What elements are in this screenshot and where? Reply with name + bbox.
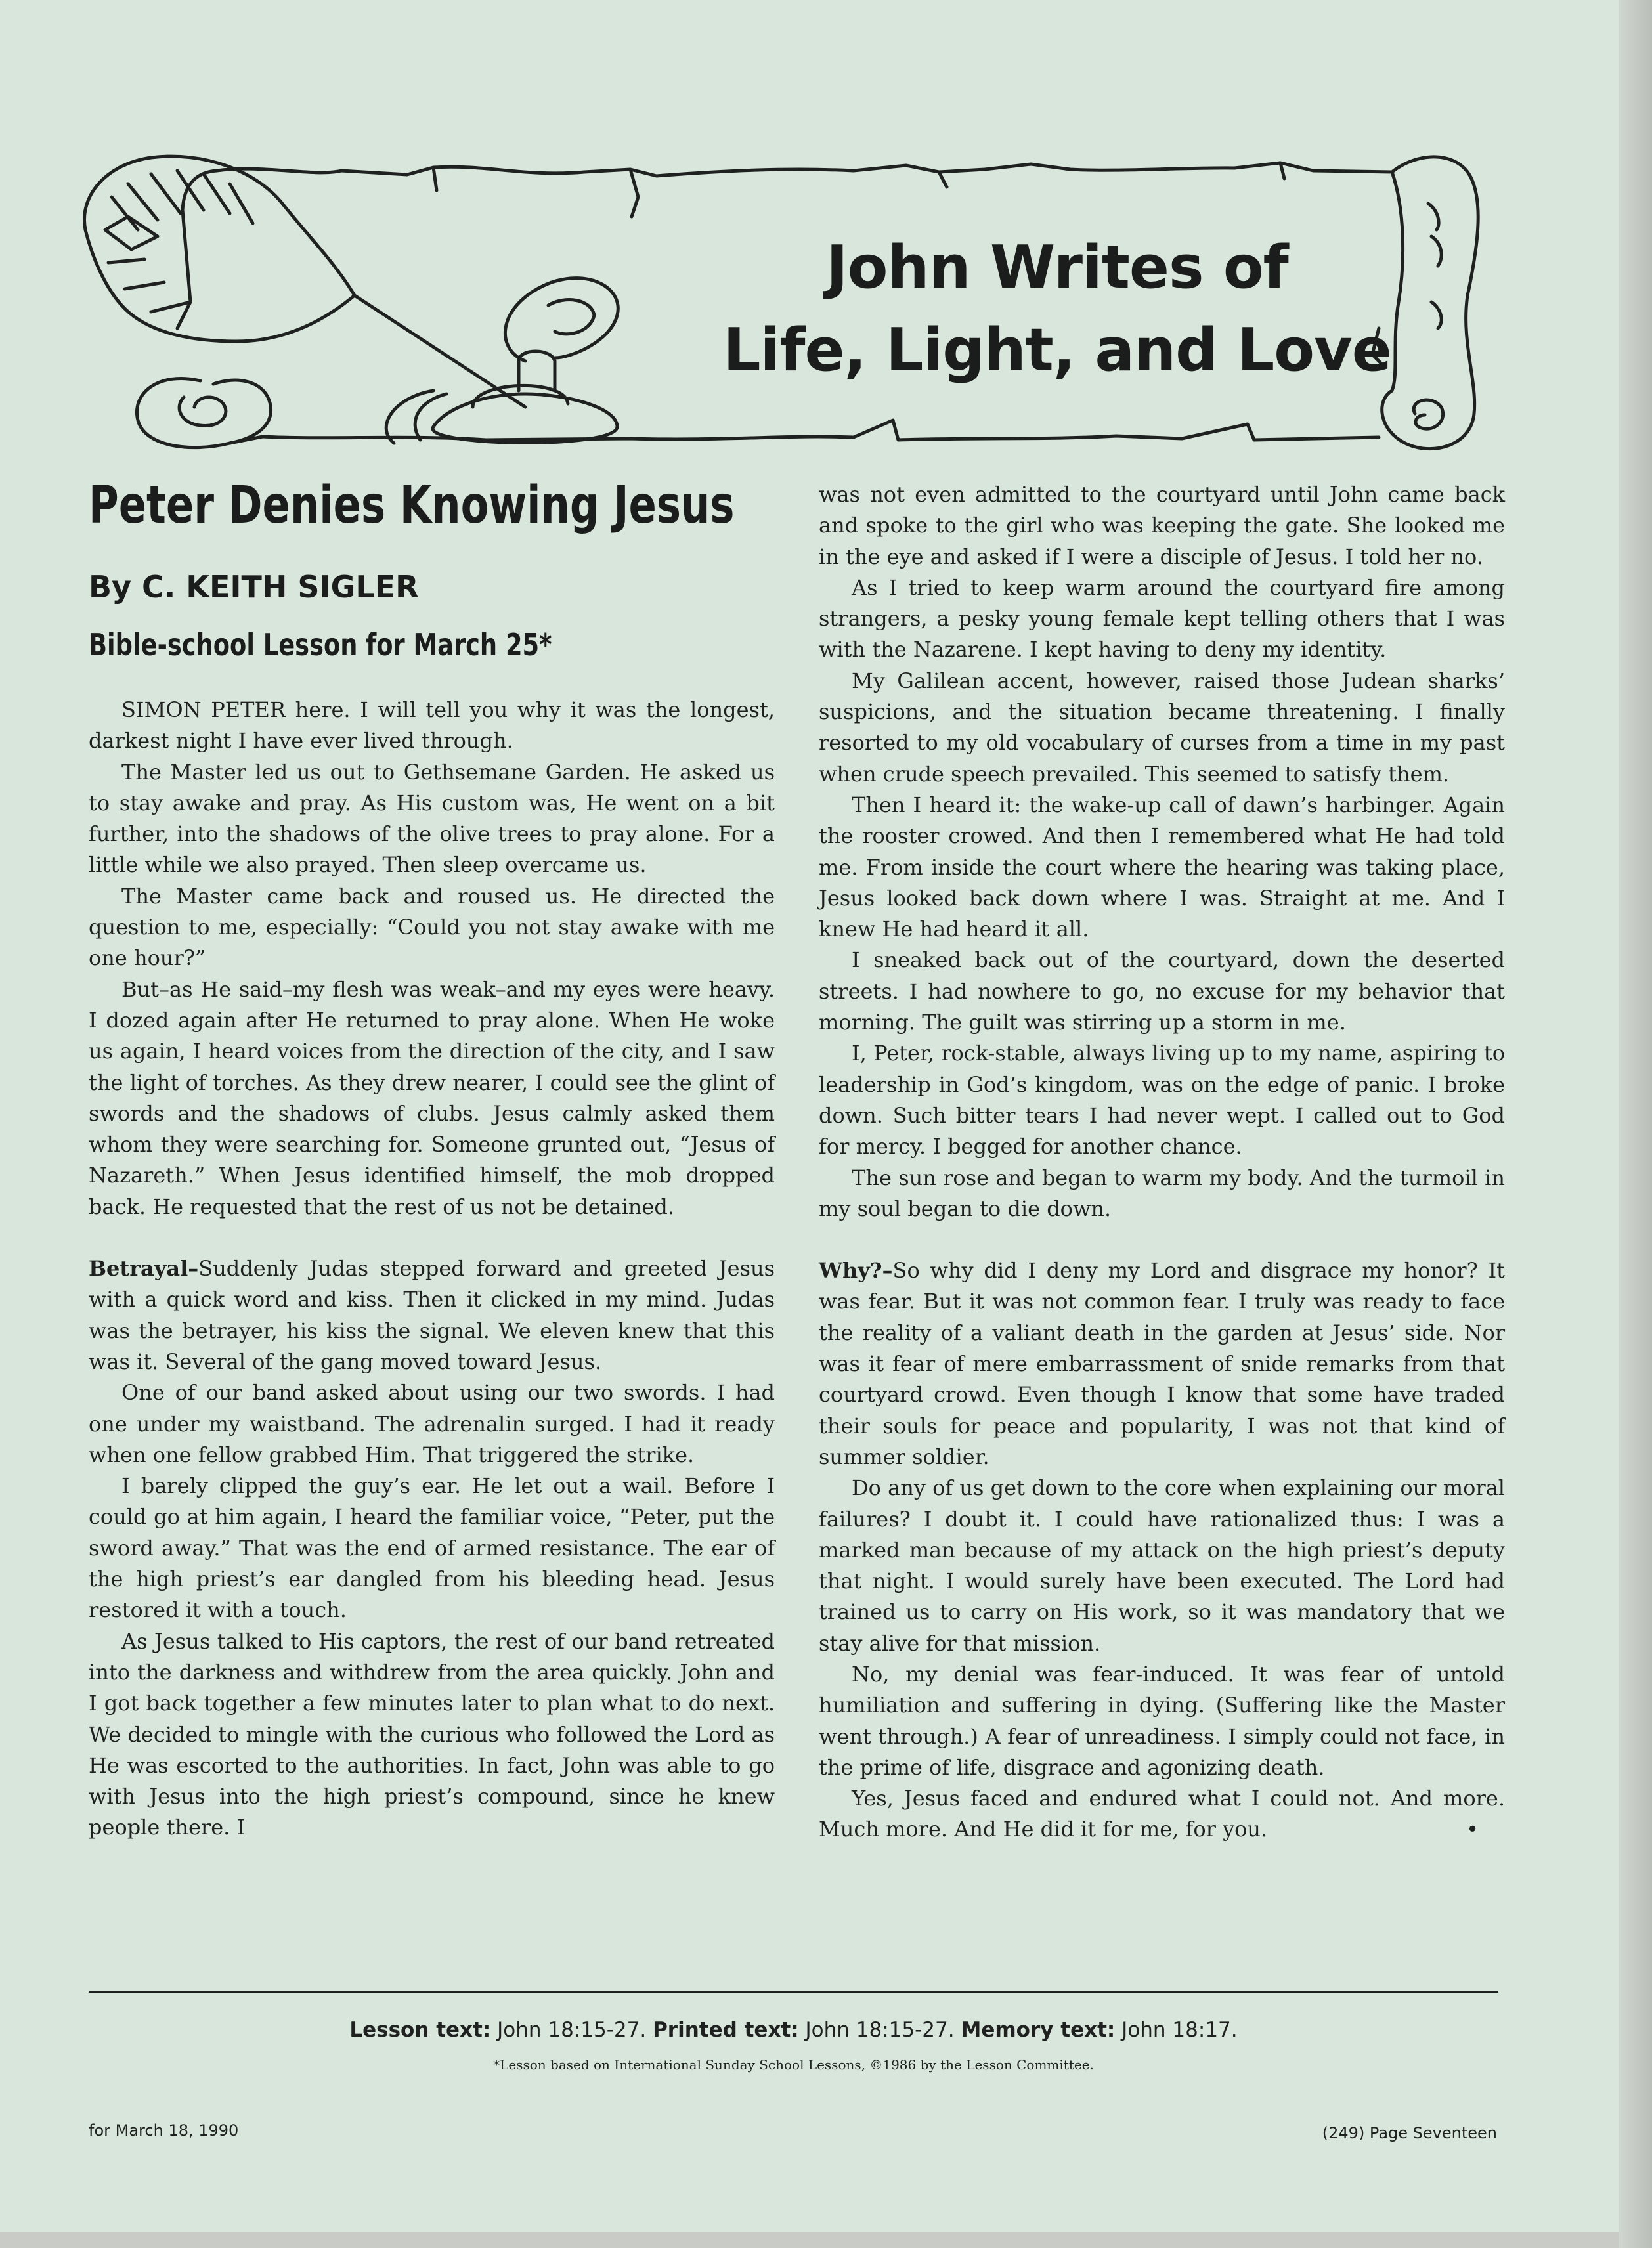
memory-text-label: Memory text:	[961, 2018, 1116, 2042]
printed-text-label: Printed text:	[653, 2018, 799, 2042]
paragraph: was not even admitted to the courtyard until John came back and spoke to the girl who was keeping the gate. She looked me in the eye and asked if I were a disciple of Jesus. I told her no.	[819, 482, 1505, 569]
paragraph-text: So why did I deny my Lord and disgrace my honor? It was fear. But it was not common fear. I truly was ready to face the reality of a valiant death in the garden at Jesus’ side. Nor was it fear of mere embarrassment of snide remarks from that courtyard crowd. Even though I know that some have traded their souls for peace and popularity, I was not that kind of summer soldier.	[819, 1258, 1505, 1469]
paragraph: I sneaked back out of the courtyard, down the deserted streets. I had nowhere to go, no excuse for my behavior that morning. The guilt was stirring up a storm in me.	[819, 947, 1505, 1035]
lesson-credits	[89, 2016, 1498, 2044]
paragraph-text: Suddenly Judas stepped forward and greeted Jesus with a quick word and kiss. Then it clicked in my mind. Judas was the betrayer, his kiss the signal. We eleven knew that this was it. Several of the gang moved toward Jesus.	[89, 1256, 775, 1374]
paragraph: Do any of us get down to the core when explaining our moral failures? I doubt it. I could have rationalized thus: I was a marked man because of my attack on the high priest’s deputy that night. I would surely have been executed. The Lord had trained us to carry on His work, so it was mandatory that we stay alive for that mission.	[819, 1475, 1505, 1656]
article-byline: By C. KEITH SIGLER	[89, 569, 419, 605]
title-banner	[66, 131, 1510, 460]
paragraph: My Galilean accent, however, raised those Judean sharks’ suspicions, and the situation became threatening. I finally resorted to my old vocabulary of curses from a time in my past when crude speech prevailed. This seemed to satisfy them.	[819, 668, 1505, 787]
paragraph: But–as He said–my flesh was weak–and my eyes were heavy. I dozed again after He returned to pray alone. When He woke us again, I heard voices from the direction of the city, and I saw the light of torches. As they drew nearer, I could see the glint of swords and the shadows of clubs. Jesus calmly asked them whom they were searching for. Someone grunted out, “Jesus of Nazareth.” When Jesus identified himself, the mob dropped back. He requested that the rest of us not be detained.	[89, 976, 775, 1219]
paragraph: I barely clipped the guy’s ear. He let out a wail. Before I could go at him again, I heard the familiar voice, “Peter, put the sword away.” That was the end of armed resistance. The ear of the high priest’s ear dangled from his bleeding head. Jesus restored it with a touch.	[89, 1473, 775, 1623]
article-column-1	[89, 695, 775, 1844]
memory-text-value: John 18:17.	[1121, 2018, 1238, 2042]
paragraph: As Jesus talked to His captors, the rest of our band retreated into the darkness and withdrew from the area quickly. John and I got back together a few minutes later to plan what to do next. We decided to mingle with the curious who followed the Lord as He was escorted to the authorities. In fact, John was able to go with Jesus into the high priest’s compound, since he knew people there. I	[89, 1628, 775, 1840]
paragraph-betrayal	[89, 1253, 775, 1377]
lesson-text-value: John 18:15-27.	[497, 2018, 647, 2042]
binding-gutter	[1619, 0, 1652, 2248]
paragraph: Then I heard it: the wake-up call of dawn’s harbinger. Again the rooster crowed. And then I remembered what He had told me. From inside the court where the hearing was taking place, Jesus looked back down where I was. Straight at me. And I knew He had heard it all.	[819, 792, 1505, 942]
paragraph: The Master led us out to Gethsemane Garden. He asked us to stay awake and pray. As His custom was, He went on a bit further, into the shadows of the olive trees to pray alone. For a little while we also prayed. Then sleep overcame us.	[89, 759, 775, 878]
footer-issue-date: for March 18, 1990	[89, 2121, 239, 2140]
footnote: *Lesson based on International Sunday School Lessons, ©1986 by the Lesson Committee.	[493, 2057, 1094, 2073]
paragraph: The Master came back and roused us. He directed the question to me, especially: “Could you not stay awake with me one hour?”	[89, 883, 775, 971]
subhead-betrayal: Betrayal–	[89, 1256, 199, 1282]
paragraph: No, my denial was fear-induced. It was fear of untold humiliation and suffering in dying. (Suffering like the Master went through.) A fear of unreadiness. I simply could not face, in the prime of life, disgrace and agonizing death.	[819, 1661, 1505, 1780]
paragraph: As I tried to keep warm around the courtyard fire among strangers, a pesky young female kept telling others that I was with the Nazarene. I kept having to deny my identity.	[819, 574, 1505, 662]
paragraph: SIMON PETER here. I will tell you why it was the longest, darkest night I have ever lived through.	[89, 697, 775, 754]
paragraph: I, Peter, rock-stable, always living up to my name, aspiring to leadership in God’s kingdom, was on the edge of panic. I broke down. Such bitter tears I had never wept. I called out to God for mercy. I begged for another chance.	[819, 1041, 1505, 1159]
banner-title-line-1: John Writes of	[826, 233, 1288, 302]
banner-title	[630, 227, 1484, 392]
banner-title-line-2: Life, Light, and Love	[723, 316, 1391, 385]
article-column-2	[819, 479, 1505, 1846]
paragraph: The sun rose and began to warm my body. And the turmoil in my soul began to die down.	[819, 1165, 1505, 1221]
footer-page-number: (249) Page Seventeen	[1322, 2124, 1497, 2142]
paragraph-text: Yes, Jesus faced and endured what I could not. And more. Much more. And He did it for me, for you.	[819, 1786, 1505, 1842]
printed-text-value: John 18:15-27.	[805, 2018, 955, 2042]
article-headline: Peter Denies Knowing Jesus	[89, 476, 735, 535]
paragraph-final	[819, 1783, 1505, 1846]
subhead-why: Why?–	[819, 1258, 893, 1284]
paragraph: One of our band asked about using our two swords. I had one under my waistband. The adrenalin surged. I had it ready when one fellow grabbed Him. That triggered the strike.	[89, 1380, 775, 1467]
lesson-text-label: Lesson text:	[349, 2018, 491, 2042]
paragraph-why	[819, 1255, 1505, 1473]
divider-rule	[89, 1991, 1498, 1993]
end-mark: •	[1466, 1817, 1479, 1842]
lesson-date: Bible-school Lesson for March 25*	[89, 627, 552, 662]
